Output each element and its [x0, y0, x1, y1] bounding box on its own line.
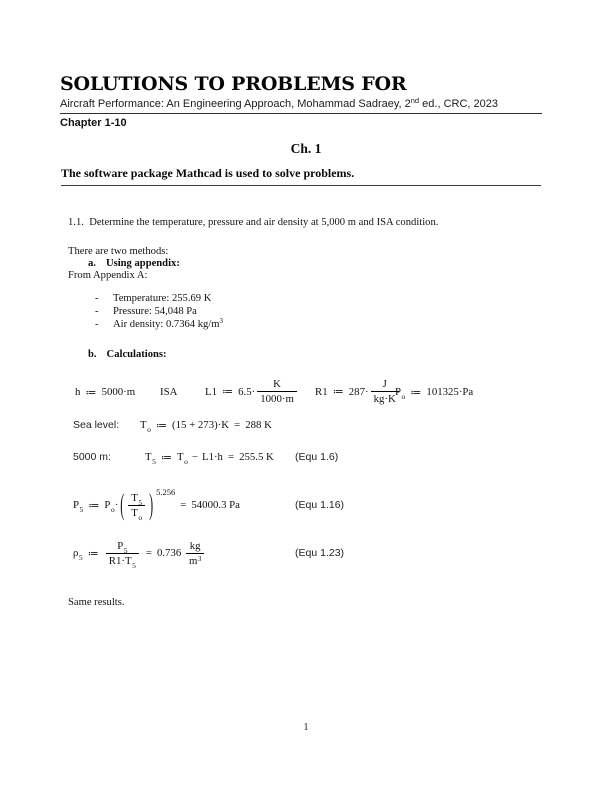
expr-pressure-5000 [73, 485, 240, 525]
cubed-superscript: 3 [197, 554, 202, 563]
var-h: h [75, 386, 81, 398]
label-sea-level: Sea level: [73, 419, 120, 431]
exponent-value: 5.256 [156, 487, 176, 497]
fraction-P5-over-R1T5: $\frac{P_5}{R1\cdot T_5}$ [106, 540, 139, 567]
var-To: $T_o$ [177, 451, 188, 466]
page-number: 1 [303, 722, 309, 733]
var-T5: $T_5$ [145, 451, 156, 466]
assign-operator: ≔ [85, 386, 97, 399]
var-Po: $P_o$ [395, 386, 406, 401]
term-L1h: L1·h [201, 451, 223, 463]
equals-operator: = [234, 419, 241, 431]
sub-o: o [138, 512, 143, 522]
fraction-kg-per-m3: $\frac{kg}{m^3}$ [186, 540, 204, 567]
doc-subtitle [60, 98, 542, 114]
assign-operator: ≔ [222, 386, 234, 398]
fraction-T5-over-To: $\frac{T_5}{T_o}$ [128, 492, 145, 519]
var-R1: R1 [315, 385, 328, 398]
label-5000m: 5000 m: [73, 451, 111, 463]
dash-bullet: - [95, 306, 99, 317]
equ-ref-1-6: (Equ 1.6) [295, 451, 339, 463]
coef-L1: 6.5· [238, 385, 256, 398]
method-b-label: b. [88, 349, 97, 360]
var-To: $T_o$ [140, 419, 151, 434]
sub-o: o [110, 505, 115, 514]
expr-sea-level-pressure-definition [395, 378, 473, 406]
subtitle-ordinal-sup: nd [410, 96, 420, 105]
document-header [60, 74, 542, 129]
mathcad-note: The software package Mathcad is used to solve problems. [61, 166, 541, 186]
expr-sea-level-temperature [140, 418, 272, 432]
assign-operator: ≔ [332, 386, 344, 398]
methods-intro: There are two methods: [68, 246, 169, 257]
sub-5: 5 [78, 553, 83, 562]
minus-operator: − [191, 451, 198, 463]
fraction-J-per-kgK: $\frac{J}{kg\cdot K}$ [371, 378, 399, 405]
chapter-range: Chapter 1-10 [60, 117, 127, 129]
equ-ref-1-16: (Equ 1.16) [295, 499, 345, 511]
var-rho5: $\rho_5$ [73, 547, 83, 562]
appendix-value-text: Pressure: 54,048 Pa [113, 306, 197, 317]
expr-To-rhs: (15 + 273)·K [172, 419, 230, 431]
chapter-heading: Ch. 1 [290, 141, 322, 156]
subtitle-suffix: ed., CRC, 2023 [419, 98, 498, 110]
problem-statement: 1.1. Determine the temperature, pressure and air density at 5,000 m and ISA condition. [68, 217, 439, 228]
sub-5: 5 [79, 505, 84, 514]
isa-text: ISA [160, 386, 178, 398]
assign-operator: ≔ [410, 386, 422, 399]
var-L1: L1 [205, 385, 217, 398]
method-a-text: Using appendix: [105, 258, 180, 269]
appendix-source: From Appendix A: [68, 270, 148, 281]
method-a-label: a. [88, 258, 96, 269]
subtitle-text: Aircraft Performance: An Engineering Approach, Mohammad Sadraey, 2 [60, 98, 411, 110]
expr-density-5000 [73, 533, 206, 573]
label-isa [160, 378, 177, 406]
cubed-superscript: 3 [219, 317, 224, 325]
sub-o: o [401, 392, 406, 401]
sub-5: 5 [132, 560, 136, 570]
expr-temperature-5000 [145, 450, 274, 464]
expr-altitude-definition [75, 378, 135, 406]
sub-o: o [147, 425, 151, 434]
equals-operator: = [180, 499, 187, 511]
appendix-value-item [95, 293, 223, 306]
appendix-value-text: Air density: 0.7364 kg/m [113, 319, 220, 330]
method-a-heading [88, 258, 180, 269]
result-T5: 255.5 K [239, 451, 274, 463]
right-paren: ) [149, 486, 154, 521]
var-Po: $P_o$ [104, 499, 115, 514]
expr-lapse-rate-definition [205, 378, 299, 405]
dash-bullet: - [95, 319, 99, 330]
value-altitude: 5000·m [101, 386, 136, 398]
appendix-values-list [95, 293, 223, 332]
fraction-K-per-1000m: $\frac{K}{1000\cdot m}$ [257, 378, 297, 405]
doc-title: SOLUTIONS TO PROBLEMS FOR [60, 73, 407, 95]
method-b-heading [88, 349, 167, 360]
result-density-coef: 0.736 [156, 547, 184, 559]
equals-operator: = [145, 547, 152, 559]
sub-o: o [184, 457, 188, 466]
dash-bullet: - [95, 293, 99, 304]
closing-note: Same results. [68, 597, 125, 608]
assign-operator: ≔ [88, 499, 100, 512]
value-sea-level-pressure: 101325·Pa [426, 386, 474, 398]
sub-5: 5 [123, 545, 128, 555]
coef-R1: 287· [348, 385, 369, 398]
method-b-text: Calculations: [106, 349, 167, 360]
appendix-value-item [95, 319, 223, 332]
appendix-value-item [95, 306, 223, 319]
left-paren: ( [120, 486, 125, 521]
var-P5: $P_5$ [73, 499, 84, 514]
sub-5: 5 [152, 457, 156, 466]
assign-operator: ≔ [160, 451, 173, 464]
sub-5: 5 [138, 497, 143, 507]
equals-operator: = [227, 451, 235, 463]
assign-operator: ≔ [87, 547, 99, 560]
expr-gas-constant-definition [315, 378, 401, 405]
equ-ref-1-23: (Equ 1.23) [295, 547, 345, 559]
assign-operator: ≔ [155, 419, 168, 432]
times-operator: · [114, 499, 119, 511]
result-P5: 54000.3 Pa [191, 499, 240, 511]
appendix-value-text: Temperature: 255.69 K [113, 293, 212, 304]
result-To: 288 K [245, 419, 272, 431]
